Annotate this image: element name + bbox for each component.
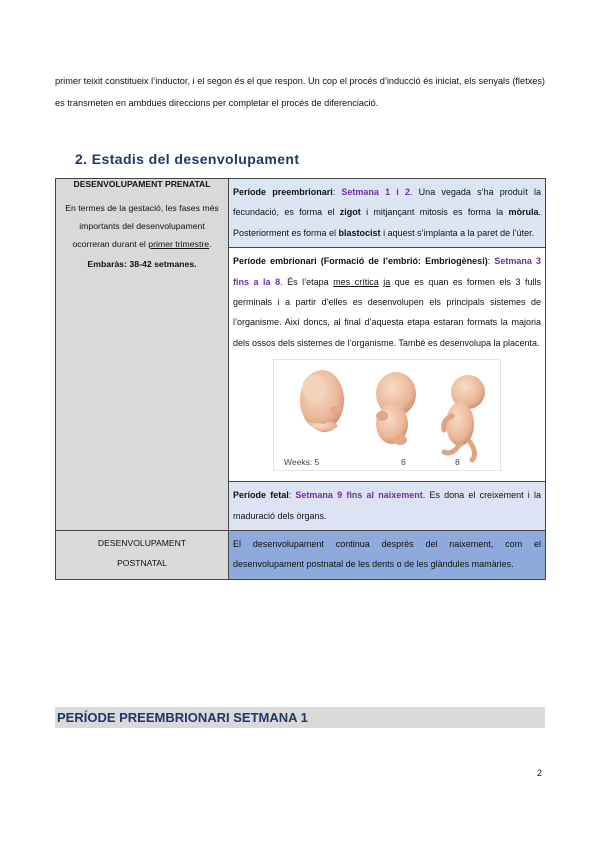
page-number: 2 bbox=[537, 768, 543, 778]
week-8-label: 8 bbox=[455, 457, 460, 468]
week-6-label: 6 bbox=[401, 457, 406, 468]
postnatal-title-line1: DESENVOLUPAMENT bbox=[97, 538, 187, 549]
postnatal-title-line2: POSTNATAL bbox=[117, 558, 167, 569]
embryonic-cell: Període embrionari (Formació de l’embrió: Embriogènesi): Setmana 3 fins a la 8. És l’etapa mes crítica ja que es quan es formen els 3 fulls germinals i a partir d’elles es desenvolupen els principals sistemes de l’organisme. Així doncs, al final d’aquesta etapa estaran formats la majoria dels ossos dels sistemes de l’organisme. També es desenvolupa la placenta. Weeks: 5 6 8 bbox=[229, 248, 546, 482]
weeks-label: Weeks: 5 bbox=[284, 457, 320, 468]
preembryonic-cell: Període preembrionari: Setmana 1 i 2. Una vegada s’ha produït la fecundació, es forma el zigot i mitjançant mitosis es forma la mòrula. Posteriorment es forma el blastocist i aquest s’implanta a la paret de l’úter. bbox=[229, 179, 546, 248]
fetal-cell: Període fetal: Setmana 9 fins al naixement. Es dona el creixement i la maduració dels òrgans. bbox=[229, 482, 546, 531]
section-heading-text: PERÍODE PREEMBRIONARI SETMANA 1 bbox=[57, 710, 308, 725]
section-heading-bar bbox=[55, 707, 545, 728]
embryo-week-5 bbox=[300, 370, 344, 432]
prenatal-title: DESENVOLUPAMENT PRENATAL bbox=[73, 179, 211, 189]
embryo-week-6 bbox=[376, 372, 416, 445]
embryo-figure bbox=[273, 359, 501, 471]
prenatal-description: En termes de la gestació, les fases més importants del desenvolupament ocorreran durant el primer trimestre. bbox=[65, 203, 219, 249]
embryo-week-8 bbox=[444, 375, 485, 460]
postnatal-title-cell bbox=[56, 531, 229, 580]
section-title: 2. Estadis del desenvolupament bbox=[75, 151, 300, 167]
pregnancy-duration: Embaràs: 38-42 setmanes. bbox=[87, 259, 197, 269]
prenatal-cell bbox=[56, 179, 229, 531]
postnatal-cell: El desenvolupament continua després del naixement, com el desenvolupament postnatal de les dents o de les glàndules mamàries. bbox=[229, 531, 546, 580]
intro-paragraph: primer teixit constitueix l’inductor, i el segon és el que respon. Un cop el procés d’inducció és iniciat, els senyals (fletxes) es transmeten en ambdues direccions per completar el procés de diferenciació. bbox=[55, 76, 545, 108]
development-stages-table bbox=[55, 178, 546, 580]
